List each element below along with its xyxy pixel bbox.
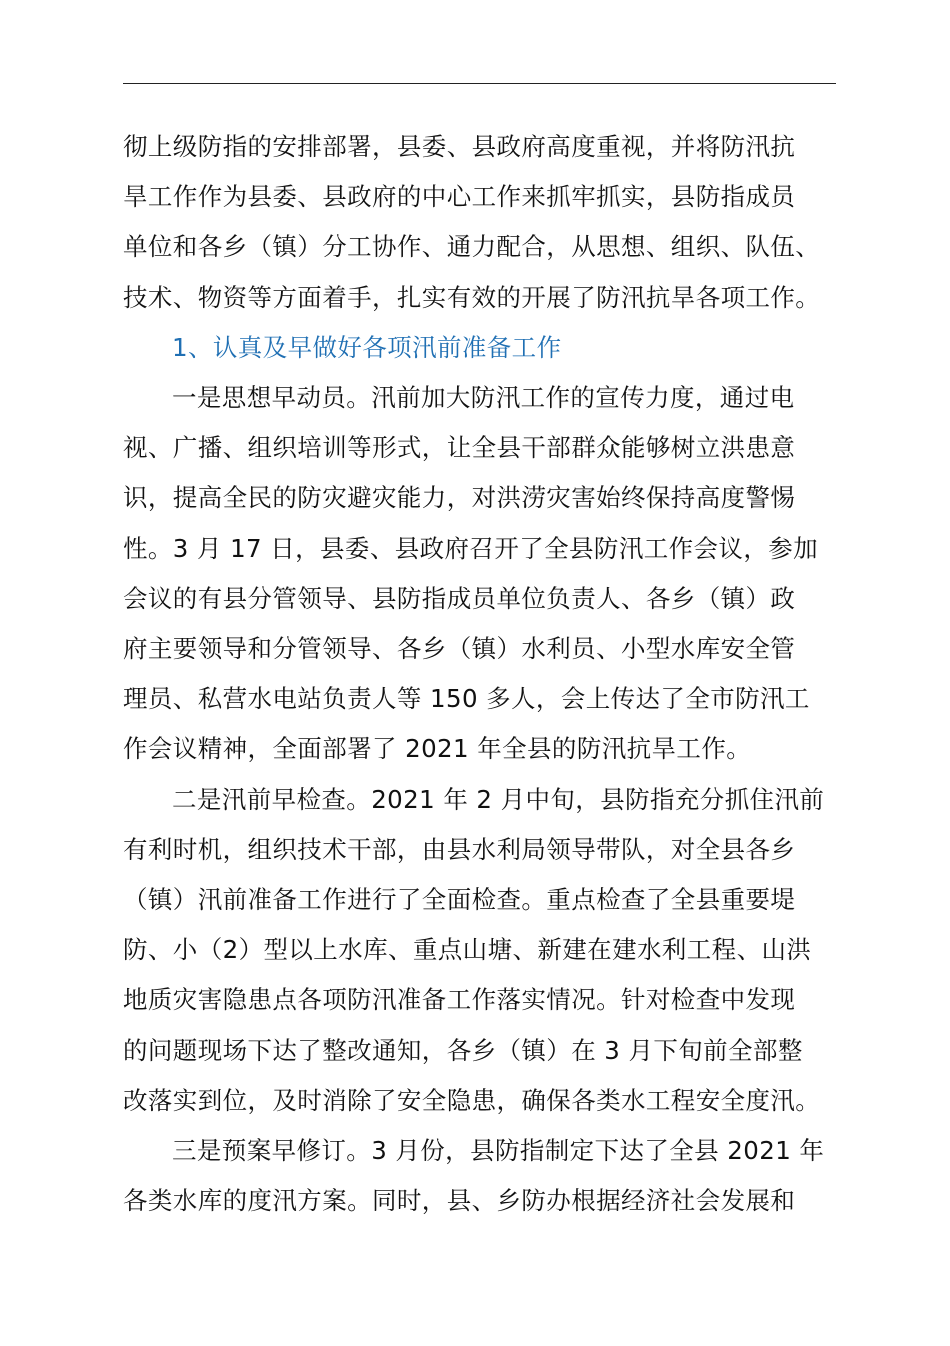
paragraph-line: 防、小（2）型以上水库、重点山塘、新建在建水利工程、山洪 [123,935,812,965]
paragraph-line: 有利时机，组织技术干部，由县水利局领导带队，对全县各乡 [123,834,796,864]
paragraph-line: 各类水库的度汛方案。同时，县、乡防办根据经济社会发展和 [123,1186,796,1216]
paragraph-pre-flood-inspection [123,775,836,1126]
paragraph-line: 地质灾害隐患点各项防汛准备工作落实情况。针对检查中发现 [123,985,796,1015]
paragraph-line: 理员、私营水电站负责人等 150 多人，会上传达了全市防汛工 [123,684,810,714]
paragraph-line: 的问题现场下达了整改通知，各乡（镇）在 3 月下旬前全部整 [123,1035,803,1065]
continuation-paragraph [123,122,836,323]
header-rule [123,83,836,84]
paragraph-line: 技术、物资等方面着手，扎实有效的开展了防汛抗旱各项工作。 [123,282,821,312]
paragraph-line: 会议的有县分管领导、县防指成员单位负责人、各乡（镇）政 [123,583,796,613]
paragraph-plan-revision [123,1126,836,1226]
paragraph-line: 性。3 月 17 日，县委、县政府召开了全县防汛工作会议，参加 [123,533,819,563]
paragraph-line: 识，提高全民的防灾避灾能力，对洪涝灾害始终保持高度警惕 [123,483,796,513]
paragraph-line: 单位和各乡（镇）分工协作、通力配合，从思想、组织、队伍、 [123,232,821,262]
paragraph-thought-mobilization [123,373,836,775]
paragraph-line: 府主要领导和分管领导、各乡（镇）水利员、小型水库安全管 [123,634,796,664]
paragraph-line: 视、广播、组织培训等形式，让全县干部群众能够树立洪患意 [123,433,796,463]
paragraph-line: 彻上级防指的安排部署，县委、县政府高度重视，并将防汛抗 [123,132,796,161]
section-heading: 1、认真及早做好各项汛前准备工作 [172,332,562,362]
paragraph-line: 二是汛前早检查。2021 年 2 月中旬，县防指充分抓住汛前 [172,784,825,814]
paragraph-line: （镇）汛前准备工作进行了全面检查。重点检查了全县重要堤 [123,885,796,915]
document-body [123,122,836,1226]
paragraph-line: 一是思想早动员。汛前加大防汛工作的宣传力度，通过电 [172,383,795,413]
paragraph-line: 改落实到位，及时消除了安全隐患，确保各类水工程安全度汛。 [123,1085,821,1115]
paragraph-line: 作会议精神，全面部署了 2021 年全县的防汛抗旱工作。 [123,734,752,764]
paragraph-line: 旱工作作为县委、县政府的中心工作来抓牢抓实，县防指成员 [123,182,796,212]
paragraph-line: 三是预案早修订。3 月份，县防指制定下达了全县 2021 年 [172,1136,825,1166]
